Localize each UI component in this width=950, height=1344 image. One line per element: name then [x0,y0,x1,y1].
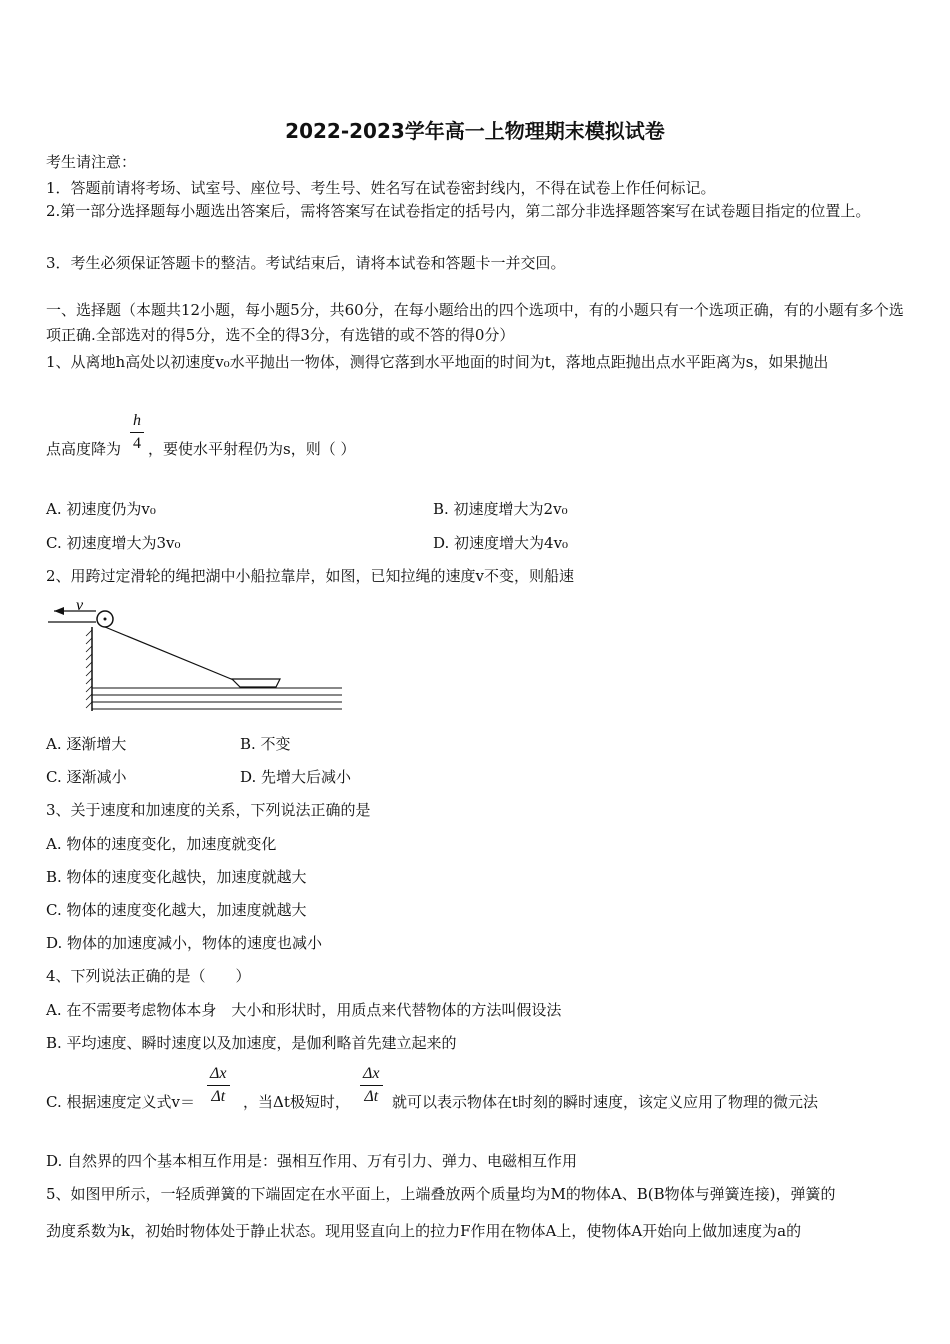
q1-fraction-denominator: 4 [133,435,141,452]
q4-fraction-1-numerator: Δx [207,1063,230,1086]
q3-option-d: D. 物体的加速度减小，物体的速度也减小 [46,934,323,952]
pulley-axle [104,618,107,621]
notice-item-3: 3．考生必须保证答题卡的整洁。考试结束后，请将本试卷和答题卡一并交回。 [46,254,566,272]
q4-option-a: A. 在不需要考虑物体本身 大小和形状时，用质点来代替物体的方法叫假设法 [46,1001,562,1019]
q2-option-c: C. 逐渐减小 [46,768,127,786]
q5-stem-line2: 劲度系数为k，初始时物体处于静止状态。现用竖直向上的拉力F作用在物体A上，使物体A开始向上做加速度为a的 [46,1222,802,1240]
water-lines [92,688,342,709]
rope-slanted [105,627,236,681]
q1-option-d: D. 初速度增大为4v₀ [433,534,569,552]
q4-fraction-2-numerator: Δx [360,1063,383,1086]
q1-stem-line2-pre: 点高度降为 [46,440,122,458]
velocity-arrowhead [54,607,64,615]
q4-option-d: D. 自然界的四个基本相互作用是：强相互作用、万有引力、弹力、电磁相互作用 [46,1152,578,1170]
q1-stem-line1: 1、从离地h高处以初速度v₀水平抛出一物体，测得它落到水平地面的时间为t，落地点距抛出点水平距离为s，如果抛出 [46,353,829,371]
q4-fraction-2 [360,1063,383,1108]
q5-stem-line1: 5、如图甲所示，一轻质弹簧的下端固定在水平面上，上端叠放两个质量均为M的物体A、B(B物体与弹簧连接)，弹簧的 [46,1185,836,1203]
q1-fraction [130,410,144,455]
q3-option-a: A. 物体的速度变化，加速度就变化 [46,835,277,853]
q2-pulley-boat-figure [44,594,349,718]
q1-stem-line2-post: ，要使水平射程仍为s，则（ ） [148,440,356,458]
notice-heading: 考生请注意： [46,153,137,171]
q4-stem: 4、下列说法正确的是（ ） [46,967,251,985]
q4-fraction-2-denominator: Δt [364,1088,379,1105]
boat [232,679,280,687]
q2-option-a: A. 逐渐增大 [46,735,127,753]
q1-option-c: C. 初速度增大为3v₀ [46,534,181,552]
q1-fraction-numerator: h [130,410,144,433]
q2-stem: 2、用跨过定滑轮的绳把湖中小船拉靠岸，如图，已知拉绳的速度v不变，则船速 [46,567,575,585]
page-title: 2022-2023学年高一上物理期末模拟试卷 [285,119,665,143]
notice-item-2: 2.第一部分选择题每小题选出答案后，需将答案写在试卷指定的括号内，第二部分非选择题答案写在试卷题目指定的位置上。 [46,202,871,220]
q2-option-b: B. 不变 [240,735,291,753]
q1-option-b: B. 初速度增大为2v₀ [433,500,568,518]
q3-option-c: C. 物体的速度变化越大，加速度就越大 [46,901,307,919]
notice-item-1: 1．答题前请将考场、试室号、座位号、考生号、姓名写在试卷密封线内，不得在试卷上作任何标记。 [46,179,716,197]
q3-option-b: B. 物体的速度变化越快，加速度就越大 [46,868,307,886]
q4-fraction-1-denominator: Δt [211,1088,226,1105]
q4-option-b: B. 平均速度、瞬时速度以及加速度，是伽利略首先建立起来的 [46,1034,457,1052]
figure-velocity-label: v [76,597,84,614]
q1-option-a: A. 初速度仍为v₀ [46,500,156,518]
q4-option-c-pre: C. 根据速度定义式v＝ [46,1093,195,1111]
q4-fraction-1 [207,1063,230,1108]
q4-option-c-post: 就可以表示物体在t时刻的瞬时速度，该定义应用了物理的微元法 [392,1093,819,1111]
q2-option-d: D. 先增大后减小 [240,768,352,786]
q3-stem: 3、关于速度和加速度的关系，下列说法正确的是 [46,801,371,819]
shore-hatching [86,630,92,708]
section-heading: 一、选择题（本题共12小题，每小题5分，共60分，在每小题给出的四个选项中，有的小题只有一个选项正确，有的小题有多个选项正确.全部选对的得5分，选不全的得3分，有选错的或不答的得0分） [46,301,904,344]
q4-option-c-mid: ，当Δt极短时， [243,1093,350,1111]
